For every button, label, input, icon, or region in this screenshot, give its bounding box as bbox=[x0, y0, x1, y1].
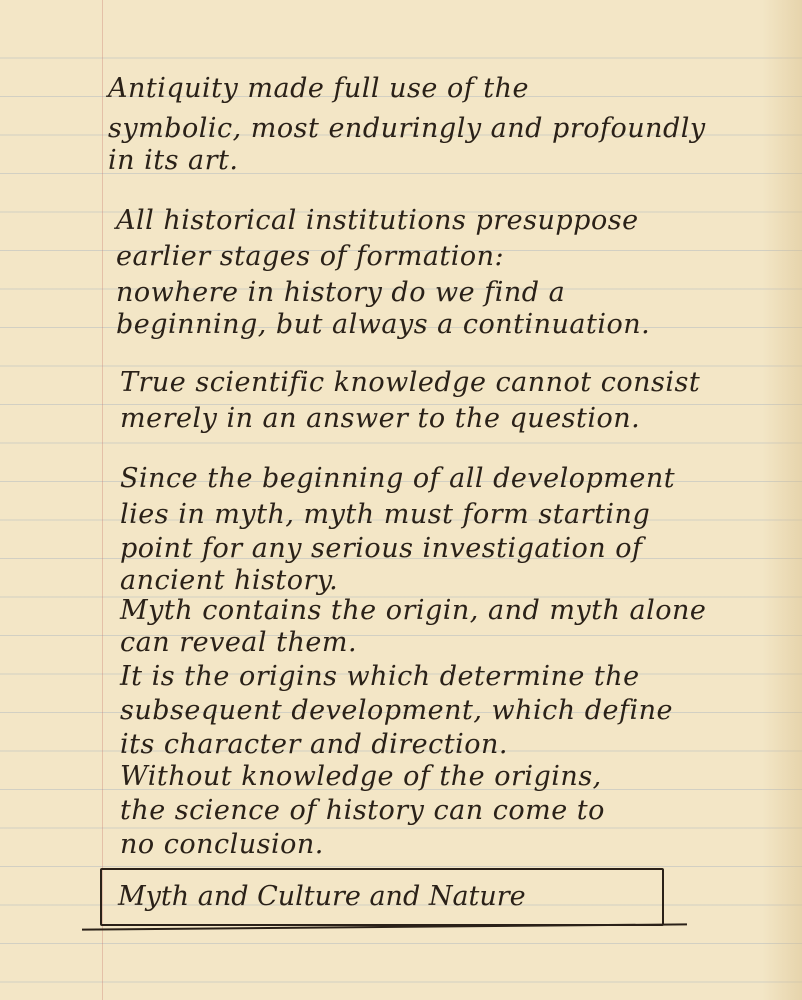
handwritten-line: ancient history. bbox=[120, 565, 339, 596]
handwritten-line: lies in myth, myth must form starting bbox=[120, 499, 651, 530]
handwritten-line: Myth contains the origin, and myth alone bbox=[120, 595, 707, 626]
handwritten-line: no conclusion. bbox=[120, 829, 324, 860]
handwritten-line: in its art. bbox=[108, 145, 239, 176]
handwritten-line: symbolic, most enduringly and profoundly bbox=[108, 113, 706, 144]
handwritten-line: its character and direction. bbox=[120, 729, 508, 760]
handwritten-line: It is the origins which determine the bbox=[120, 661, 640, 692]
boxed-note bbox=[100, 868, 664, 926]
handwritten-line: can reveal them. bbox=[120, 627, 358, 658]
handwritten-line: Without knowledge of the origins, bbox=[120, 761, 602, 792]
handwritten-line: nowhere in history do we find a bbox=[116, 277, 566, 308]
handwritten-line: earlier stages of formation: bbox=[116, 241, 505, 272]
boxed-note-text: Myth and Culture and Nature bbox=[118, 881, 526, 912]
handwritten-line: beginning, but always a continuation. bbox=[116, 309, 651, 340]
handwritten-line: All historical institutions presuppose bbox=[116, 205, 639, 236]
handwritten-line: the science of history can come to bbox=[120, 795, 605, 826]
handwritten-line: point for any serious investigation of bbox=[120, 533, 643, 564]
handwritten-line: True scientific knowledge cannot consist bbox=[120, 367, 701, 398]
handwritten-line: merely in an answer to the question. bbox=[120, 403, 641, 434]
page-edge-stain bbox=[762, 0, 802, 1000]
margin-rule bbox=[102, 0, 103, 1000]
handwritten-line: Antiquity made full use of the bbox=[108, 73, 530, 104]
handwritten-line: Since the beginning of all development bbox=[120, 463, 676, 494]
handwritten-line: subsequent development, which define bbox=[120, 695, 673, 726]
